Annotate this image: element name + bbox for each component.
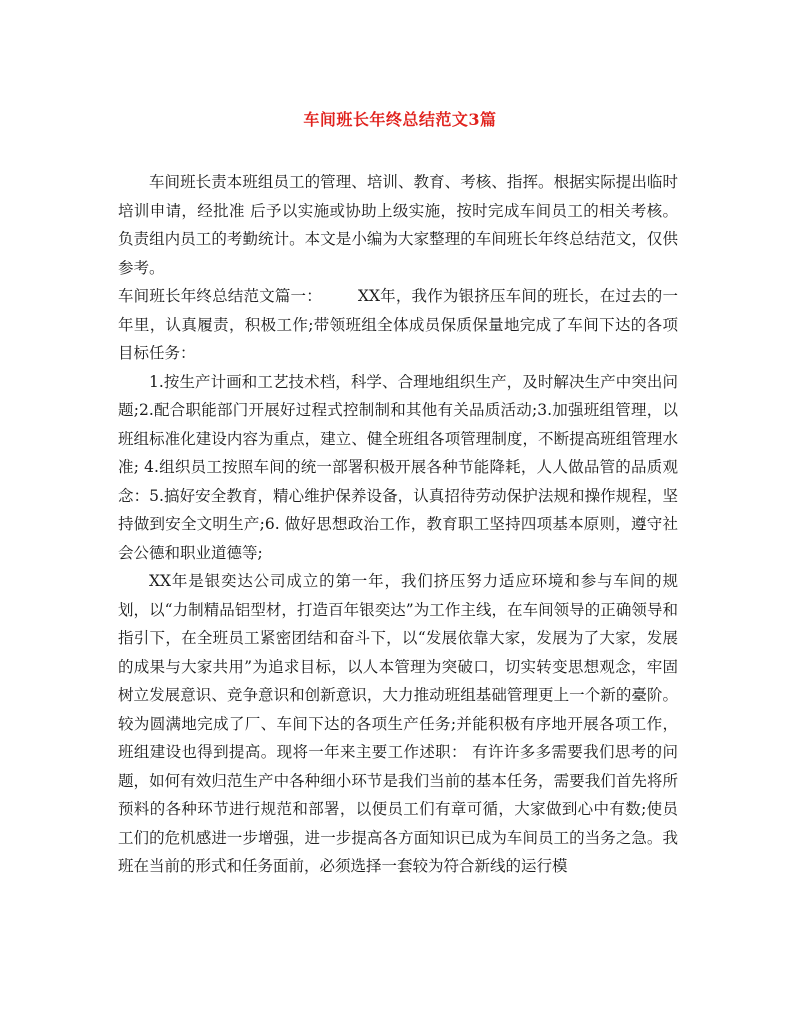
intro-paragraph: 车间班长责本班组员工的管理、培训、教育、考核、指挥。根据实际提出临时培训申请，经批准 后予以实施或协助上级实施，按时完成车间员工的相关考核。负责组内员工的考勤统计。本文是小编为大家整理的车间班长年终总结范文，仅供参考。 <box>118 173 678 277</box>
section-one-paragraph <box>118 282 678 368</box>
document-body <box>118 168 678 881</box>
section-opening: XX年，我作为银挤压车间的班长，在过去的一年里，认真履责，积极工作;带领班组全体成员保质保量地完成了车间下达的各项目标任务： <box>118 287 678 362</box>
section-heading: 车间班长年终总结范文篇一： <box>118 287 322 305</box>
duties-paragraph: 1.按生产计画和工艺技术档，科学、合理地组织生产，及时解决生产中突出问题;2.配合职能部门开展好过程式控制制和其他有关品质活动;3.加强班组管理，以班组标准化建设内容为重点，建立、健全班组各项管理制度，不断提高班组管理水准; 4.组织员工按照车间的统一部署积极开展各种节能降耗，人人做品管的品质观念：5.搞好安全教育，精心维护保养设备，认真招待劳动保护法规和操作规程，坚持做到安全文明生产;6. 做好思想政治工作，教育职工坚持四项基本原则，遵守社会公德和职业道德等; <box>118 372 678 562</box>
year-review-paragraph: XX年是银奕达公司成立的第一年，我们挤压努力适应环境和参与车间的规划，以“力制精品铝型材，打造百年银奕达”为工作主线，在车间领导的正确领导和指引下，在全班员工紧密团结和奋斗下，以“发展依靠大家，发展为了大家，发展的成果与大家共用”为追求目标，以人本管理为突破口，切实转变思想观念，牢固树立发展意识、竞争意识和创新意识，大力推动班组基础管理更上一个新的臺阶。较为圆满地完成了厂、车间下达的各项生产任务;并能积极有序地开展各项工作，班组建设也得到提高。现将一年来主要工作述职： 有许许多多需要我们思考的问题，如何有效归范生产中各种细小环节是我们当前的基本任务，需要我们首先将所预料的各种环节进行规范和部署，以便员工们有章可循，大家做到心中有数;使员工们的危机感进一步增强，进一步提高各方面知识已成为车间员工的当务之急。我班在当前的形式和任务面前，必须选择一套较为符合新线的运行模 <box>118 572 678 875</box>
document-title: 车间班长年终总结范文3篇 <box>303 110 497 129</box>
